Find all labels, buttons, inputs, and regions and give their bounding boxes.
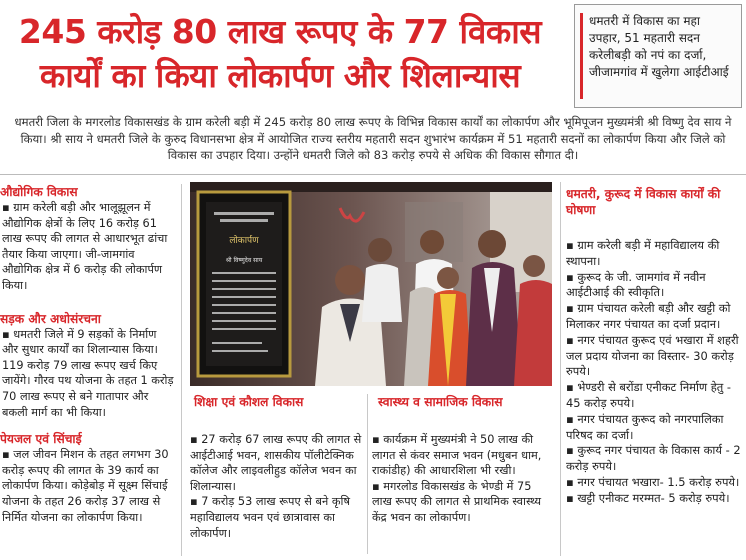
- headline-line-1: 245 करोड़ 80 लाख रूपए के 77 विकास: [18, 12, 542, 51]
- list-item: ▪ जल जीवन मिशन के तहत लगभग 30 करोड़ रूपए की लागत के 39 कार्य का लोकार्पण किया। कोड़ेबोड़ में सूक्ष्म सिंचाई योजना के तहत 26 करोड़ 37 लाख से निर्मित योजना का लोकार्पण किया।: [2, 448, 169, 524]
- list-item: ▪ धमतरी जिले में 9 सड़कों के निर्माण और सुधार कार्यों का शिलान्यास किया। 119 करोड़ 79 लाख रूपए खर्च किए जायेंगे। गौरव पथ योजना के तहत 1 करोड़ 70 लाख रूपए से बने गातापार और बकली मार्ग का भी किया।: [2, 327, 174, 419]
- section-title: धमतरी, कुरूद में विकास कार्यों की घोषणा: [566, 187, 721, 217]
- education-section: [190, 394, 362, 560]
- section-industrial: [0, 184, 176, 294]
- plaque-subtitle: श्री विष्णुदेव साय: [225, 257, 263, 264]
- list-item: ▪ नगर पंचायत कुरूद को नगरपालिका परिषद का दर्जा।: [566, 411, 724, 442]
- section-water: [0, 431, 176, 525]
- section-title: शिक्षा एवं कौशल विकास: [194, 395, 304, 409]
- list-item: ▪ नगर पंचायत भखारा- 1.5 करोड़ रुपये।: [566, 474, 740, 489]
- section-title: सड़क और अधोसंरचना: [0, 311, 101, 326]
- column-divider-left: [181, 184, 182, 556]
- right-column: [566, 186, 746, 507]
- section-title: स्वास्थ्य व सामाजिक विकास: [378, 395, 503, 409]
- list-item: ▪ कुरूद के जी. जामगांव में नवीन आईटीआई की स्वीकृति।: [566, 269, 706, 300]
- side-box-accent-bar: [580, 13, 583, 99]
- side-summary-box: [574, 4, 742, 108]
- health-section: [372, 394, 554, 560]
- column-divider-mid: [367, 394, 368, 554]
- list-item: ▪ 7 करोड़ 53 लाख रूपए से बने कृषि महाविद्यालय भवन एवं छात्रावास का लोकार्पण।: [190, 495, 350, 540]
- list-item: ▪ कुरूद नगर पंचायत के विकास कार्य - 2 करोड़ रुपये।: [566, 443, 741, 474]
- list-item: ▪ ग्राम करेली बड़ी में महाविद्यालय की स्थापना।: [566, 238, 720, 268]
- spacer: [372, 410, 554, 432]
- list-item: ▪ कार्यक्रम में मुख्यमंत्री ने 50 लाख की लागत से कंवर समाज भवन (मधुबन धाम, राकांडीह) की आधारशिला भी रखी।: [372, 433, 542, 478]
- plaque-heading: लोकार्पण: [229, 236, 259, 246]
- list-item: ▪ ग्राम करेली बड़ी और भालूझूलन में औद्योगिक क्षेत्रों के लिए 16 करोड़ 61 लाख रूपए की लागत से आधारभूत ढांचा तैयार किया जाएगा। जी-जामगांव औद्योगिक क्षेत्र में 6 करोड़ की लोकार्पण किया।: [2, 201, 168, 292]
- headline: [0, 0, 560, 108]
- section-roads: [0, 311, 176, 421]
- intro-divider: [0, 174, 746, 175]
- spacer: [190, 410, 362, 432]
- inauguration-photo: [190, 182, 552, 386]
- section-title: पेयजल एवं सिंचाई: [0, 432, 82, 447]
- list-item: ▪ खट्टी एनीकट मरम्मत- 5 करोड़ रुपये।: [566, 490, 730, 505]
- list-item: ▪ 27 करोड़ 67 लाख रूपए की लागत से आईटीआई भवन, शासकीय पॉलीटेक्निक कॉलेज और लाइवलीहुड कॉलेज भवन का शिलान्यास।: [190, 433, 362, 493]
- list-item: ▪ नगर पंचायत कुरूद एवं भखारा में शहरी जल प्रदाय योजना का विस्तार- 30 करोड़ रुपये।: [566, 332, 739, 379]
- list-item: ▪ ग्राम पंचायत करेली बड़ी और खट्टी को मिलाकर नगर पंचायत का दर्जा प्रदान।: [566, 301, 731, 331]
- list-item: ▪ मगरलोड विकासखंड के भेण्डी में 75 लाख रूपए की लागत से प्राथमिक स्वास्थ्य केंद्र भवन का लोकार्पण।: [372, 479, 542, 524]
- list-item: ▪ भेण्डरी से बरोंडा एनीकट निर्माण हेतु - 45 करोड़ रुपये।: [566, 380, 732, 410]
- headline-line-2: कार्यों का किया लोकार्पण और शिलान्यास: [39, 56, 521, 95]
- intro-paragraph: धमतरी जिला के मगरलोड विकासखंड के ग्राम करेली बड़ी में 245 करोड़ 80 लाख रूपए के विभिन्न विकास कार्यों का लोकार्पण और भूमिपूजन मुख्यमंत्री श्री विष्णु देव साय ने किया। श्री साय ने धमतरी जिले के कुरुद विधानसभा क्षेत्र में आयोजित राज्य स्तरीय महतारी सदन शुभारंभ कार्यक्रम में 51 महतारी सदनों का लोकार्पण किया और जिले को विकास का उपहार दिया। उन्होंने धमतरी जिले को 83 करोड़ रुपये से अधिक की विकास सौगात दी।: [14, 115, 732, 162]
- section-title: औद्योगिक विकास: [0, 185, 78, 199]
- photo-illustration: [190, 182, 552, 386]
- column-divider-right: [560, 182, 561, 556]
- left-column: [0, 184, 176, 525]
- side-box-text: धमतरी में विकास का महा उपहार, 51 महतारी सदन करेलीबड़ी को नपं का दर्जा, जीजामगांव में खुलेगा आईटीआई: [589, 14, 729, 79]
